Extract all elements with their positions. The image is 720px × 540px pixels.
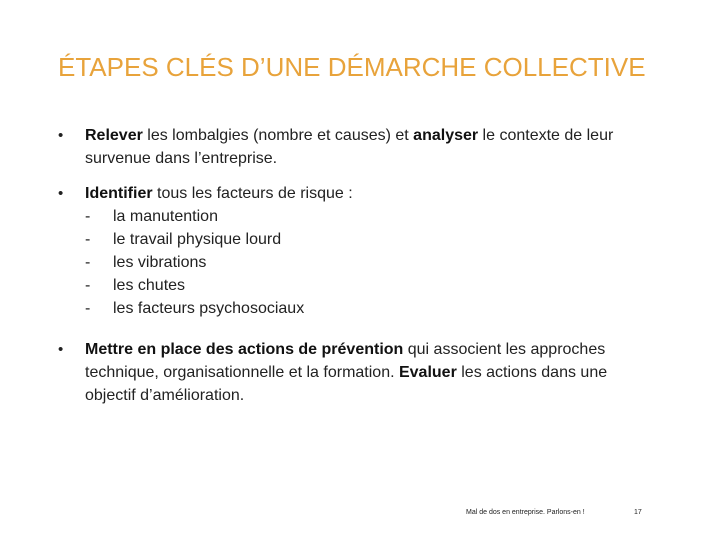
bullet-bold-text: analyser (413, 127, 479, 144)
sub-list-item (85, 251, 658, 274)
bullet-item-relever (58, 124, 658, 170)
sub-list-item (85, 274, 658, 297)
bullet-bold-text: Mettre en place des actions de prévention (85, 341, 404, 358)
bullet-bold-text: Relever (85, 127, 143, 144)
sub-list-item (85, 297, 658, 320)
slide-title: ÉTAPES CLÉS D’UNE DÉMARCHE COLLECTIVE (58, 52, 646, 82)
bullet-icon: • (58, 341, 64, 358)
bullet-plain-text: le contexte de leur survenue dans l’entreprise. (85, 127, 614, 167)
bullet-plain-text: tous les facteurs de risque : (152, 185, 353, 202)
dash-icon: - (85, 208, 91, 225)
bullet-text (85, 182, 658, 320)
sub-item-label: les chutes (113, 277, 186, 294)
bullet-bold-text: Evaluer (398, 364, 457, 381)
dash-icon: - (85, 277, 91, 294)
dash-icon: - (85, 254, 91, 271)
bullet-text (85, 124, 658, 170)
sub-item-label: le travail physique lourd (113, 231, 282, 248)
bullet-plain-text: les lombalgies (nombre et causes) et (142, 127, 414, 144)
bullet-item-identifier (58, 182, 658, 320)
page-number: 17 (634, 509, 642, 516)
slide-content (58, 124, 658, 419)
bullet-icon: • (58, 127, 64, 144)
sub-item-label: la manutention (113, 208, 218, 225)
dash-icon: - (85, 231, 91, 248)
slide-footer: Mal de dos en entreprise. Parlons-en ! (466, 509, 585, 516)
bullet-plain-text: les actions dans une objectif d’amélioration. (85, 364, 608, 404)
sub-item-label: les facteurs psychosociaux (113, 300, 305, 317)
bullet-bold-text: Identifier (85, 185, 153, 202)
bullet-text (85, 338, 658, 407)
sub-list-item (85, 205, 658, 228)
sub-list-item (85, 228, 658, 251)
bullet-item-actions (58, 338, 658, 407)
dash-icon: - (85, 300, 91, 317)
bullet-plain-text: qui associent les approches technique, organisationnelle et la formation. (85, 341, 606, 381)
bullet-icon: • (58, 185, 64, 202)
sub-item-label: les vibrations (113, 254, 207, 271)
